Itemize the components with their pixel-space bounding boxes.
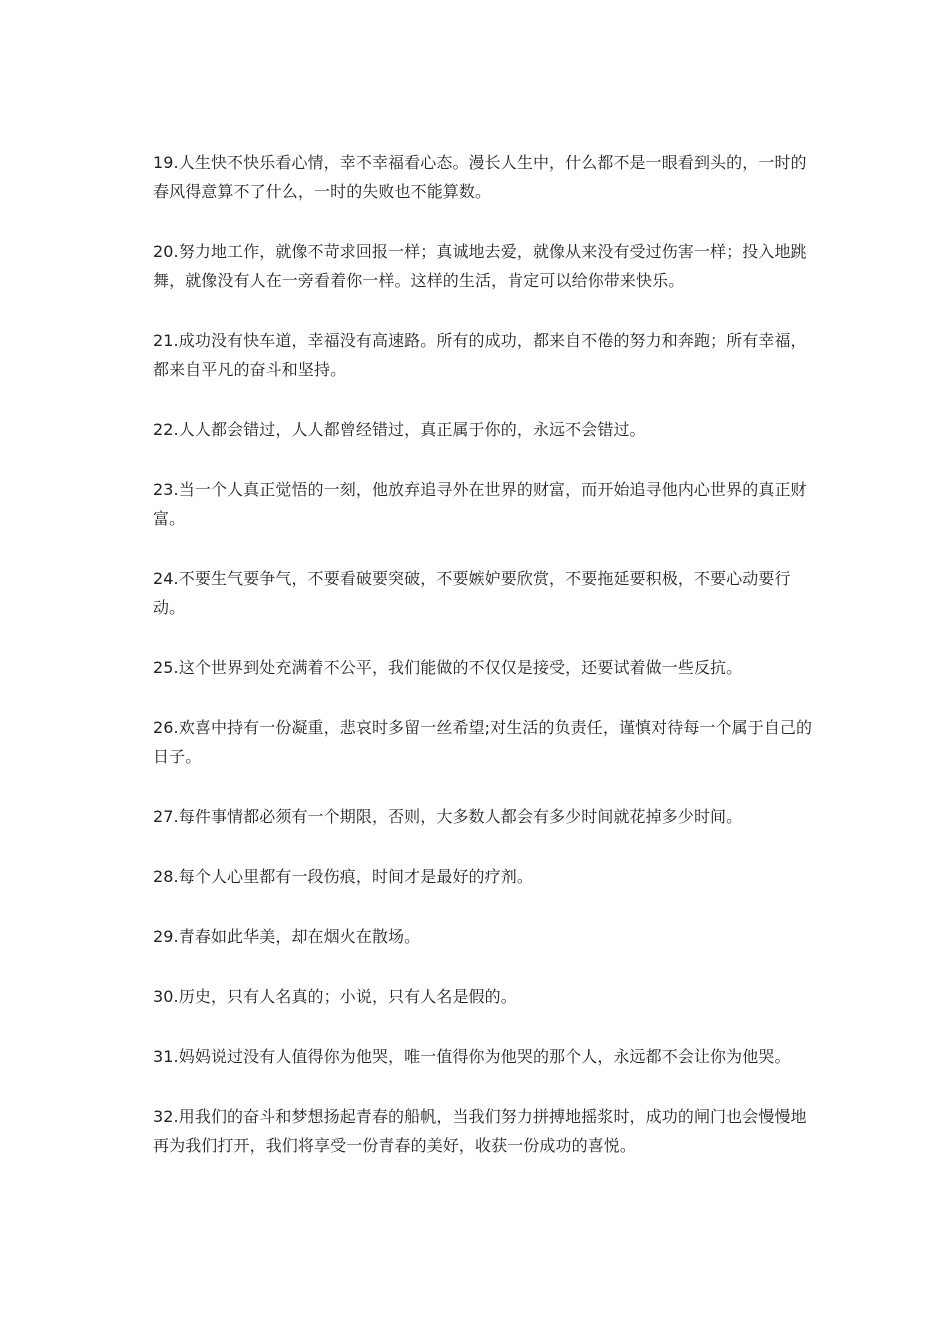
quote-27: 27.每件事情都必须有一个期限，否则，大多数人都会有多少时间就花掉多少时间。 xyxy=(153,807,743,826)
quote-29: 29.青春如此华美，却在烟火在散场。 xyxy=(153,927,421,946)
quote-20: 20.努力地工作，就像不苛求回报一样；真诚地去爱，就像从来没有受过伤害一样；投入地跳舞，就像没有人在一旁看着你一样。这样的生活，肯定可以给你带来快乐。 xyxy=(153,242,807,290)
quote-31: 31.妈妈说过没有人值得你为他哭，唯一值得你为他哭的那个人，永远都不会让你为他哭。 xyxy=(153,1047,791,1066)
quote-21: 21.成功没有快车道，幸福没有高速路。所有的成功，都来自不倦的努力和奔跑；所有幸福，都来自平凡的奋斗和坚持。 xyxy=(153,331,807,379)
quote-28: 28.每个人心里都有一段伤痕，时间才是最好的疗剂。 xyxy=(153,867,533,886)
quote-25: 25.这个世界到处充满着不公平，我们能做的不仅仅是接受，还要试着做一些反抗。 xyxy=(153,658,743,677)
quote-24: 24.不要生气要争气，不要看破要突破，不要嫉妒要欣赏，不要拖延要积极，不要心动要行动。 xyxy=(153,569,791,617)
quote-32: 32.用我们的奋斗和梦想扬起青春的船帆，当我们努力拼搏地摇浆时，成功的闸门也会慢慢地再为我们打开，我们将享受一份青春的美好，收获一份成功的喜悦。 xyxy=(153,1107,807,1155)
quote-list xyxy=(153,148,813,1191)
quote-22: 22.人人都会错过，人人都曾经错过，真正属于你的，永远不会错过。 xyxy=(153,420,646,439)
quote-30: 30.历史，只有人名真的；小说，只有人名是假的。 xyxy=(153,987,517,1006)
quote-19: 19.人生快不快乐看心情，幸不幸福看心态。漫长人生中，什么都不是一眼看到头的，一时的春风得意算不了什么，一时的失败也不能算数。 xyxy=(153,153,807,201)
quote-23: 23.当一个人真正觉悟的一刻，他放弃追寻外在世界的财富，而开始追寻他内心世界的真正财富。 xyxy=(153,480,807,528)
quote-26: 26.欢喜中持有一份凝重，悲哀时多留一丝希望;对生活的负责任，谨慎对待每一个属于自己的日子。 xyxy=(153,718,813,766)
